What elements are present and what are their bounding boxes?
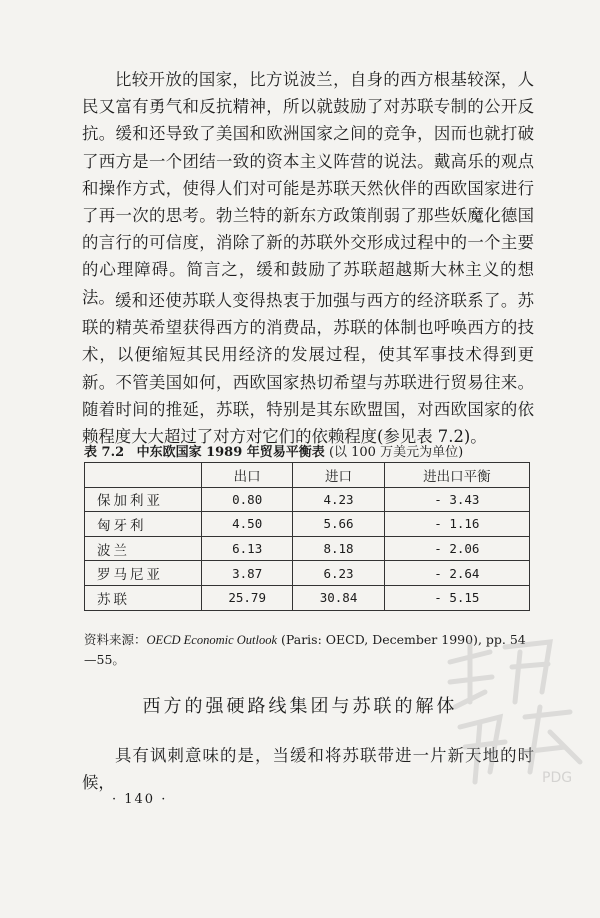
balance-cell: - 2.64 — [384, 561, 529, 586]
trade-balance-table — [84, 462, 530, 611]
source-prefix: 资料来源： — [84, 632, 147, 647]
balance-cell: - 5.15 — [384, 585, 529, 610]
library-seal-watermark — [430, 622, 598, 794]
export-cell: 4.50 — [202, 512, 293, 537]
table-caption-unit: (以 100 万美元为单位) — [328, 445, 464, 460]
table-row — [85, 512, 530, 537]
table-row — [85, 536, 530, 561]
page-number: · 140 · — [112, 792, 168, 807]
export-cell: 6.13 — [202, 536, 293, 561]
country-cell: 波兰 — [85, 536, 202, 561]
import-cell: 4.23 — [293, 487, 384, 512]
table-caption-title: 中东欧国家 1989 年贸易平衡表 — [136, 445, 325, 460]
country-cell: 罗马尼亚 — [85, 561, 202, 586]
balance-cell: - 1.16 — [384, 512, 529, 537]
balance-cell: - 2.06 — [384, 536, 529, 561]
table-row — [85, 561, 530, 586]
table-caption — [84, 441, 544, 460]
watermark-label: PDG — [542, 770, 573, 786]
import-cell: 8.18 — [293, 536, 384, 561]
import-cell: 6.23 — [293, 561, 384, 586]
country-cell: 保加利亚 — [85, 487, 202, 512]
table-caption-label: 表 7.2 — [84, 445, 125, 460]
source-rest: (Paris: OECD, December 1990), pp. 54—55。 — [84, 632, 526, 667]
table-row — [85, 487, 530, 512]
table-header-cell: 出口 — [202, 463, 293, 488]
import-cell: 30.84 — [293, 585, 384, 610]
export-cell: 25.79 — [202, 585, 293, 610]
body-paragraph-1: 比较开放的国家，比方说波兰，自身的西方根基较深，人民又富有勇气和反抗精神，所以就鼓励了对苏联专制的公开反抗。缓和还导致了美国和欧洲国家之间的竞争，因而也就打破了西方是一个团结一致的资本主义阵营的说法。戴高乐的观点和操作方式，使得人们对可能是苏联天然伙伴的西欧国家进行了再一次的思考。勃兰特的新东方政策削弱了那些妖魔化德国的言行的可信度，消除了新的苏联外交形成过程中的一个主要的心理障碍。简言之，缓和鼓励了苏联超越斯大林主义的想法。 — [82, 70, 534, 307]
source-title: OECD Economic Outlook — [146, 633, 278, 647]
export-cell: 0.80 — [202, 487, 293, 512]
body-paragraph-3: 具有讽刺意味的是，当缓和将苏联带进一片新天地的时候， — [82, 746, 534, 793]
country-cell: 匈牙利 — [85, 512, 202, 537]
table-header-row — [85, 463, 530, 488]
country-cell: 苏联 — [85, 585, 202, 610]
import-cell: 5.66 — [293, 512, 384, 537]
export-cell: 3.87 — [202, 561, 293, 586]
balance-cell: - 3.43 — [384, 487, 529, 512]
table-header-cell — [85, 463, 202, 488]
body-paragraph-2: 缓和还使苏联人变得热衷于加强与西方的经济联系了。苏联的精英希望获得西方的消费品，苏联的体制也呼唤西方的技术，以便缩短其民用经济的发展过程，使其军事技术得到更新。不管美国如何，西欧国家热切希望与苏联进行贸易往来。随着时间的推延，苏联，特别是其东欧盟国，对西欧国家的依赖程度大大超过了对方对它们的依赖程度(参见表 7.2)。 — [82, 291, 534, 447]
table-header-cell: 进出口平衡 — [384, 463, 529, 488]
table-row — [85, 585, 530, 610]
table-header-cell: 进口 — [293, 463, 384, 488]
section-heading: 西方的强硬路线集团与苏联的解体 — [142, 696, 458, 717]
